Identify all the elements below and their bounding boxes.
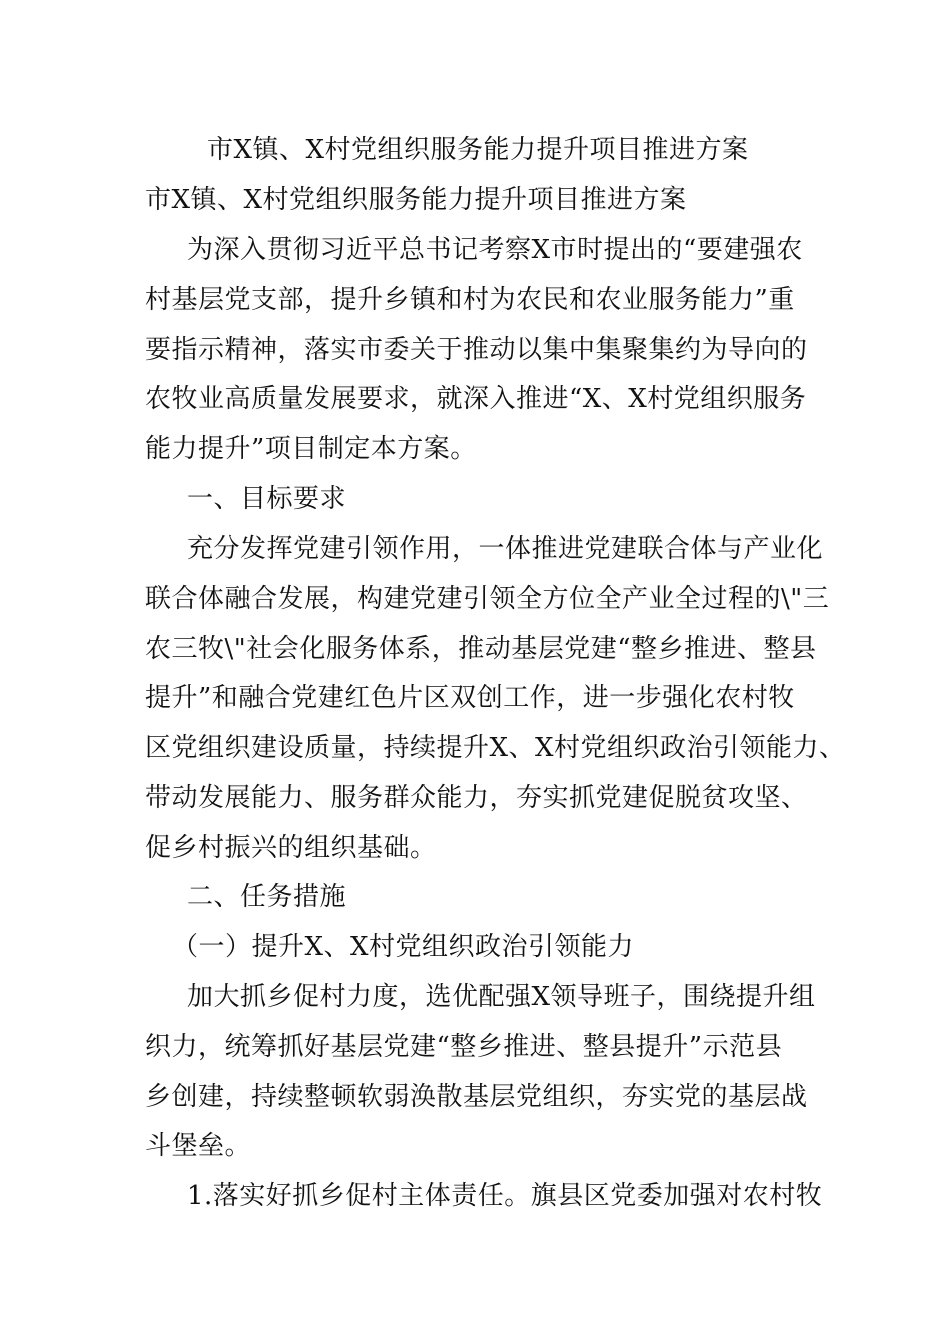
text-line: 斗堡垒。 (145, 1131, 252, 1161)
text-line: 区党组织建设质量，持续提升X、X村党组织政治引领能力、 (145, 733, 846, 763)
numbered-item-1: 1.落实好抓乡促村主体责任。旗县区党委加强对农村牧 (187, 1181, 823, 1211)
text-line: 提升”和融合党建红色片区双创工作，进一步强化农村牧 (145, 683, 795, 713)
text-line: 联合体融合发展，构建党建引领全方位全产业全过程的\"三 (145, 584, 830, 614)
section-heading-goals: 一、目标要求 (187, 484, 347, 514)
document-title: 市X镇、X村党组织服务能力提升项目推进方案 (207, 135, 749, 165)
text-line: 要指示精神，落实市委关于推动以集中集聚集约为导向的 (145, 335, 808, 365)
text-line: 充分发挥党建引领作用，一体推进党建联合体与产业化 (187, 534, 824, 564)
document-subtitle: 市X镇、X村党组织服务能力提升项目推进方案 (145, 185, 687, 215)
text-line: 为深入贯彻习近平总书记考察X市时提出的“要建强农 (187, 235, 803, 265)
text-line: 乡创建，持续整顿软弱涣散基层党组织，夯实党的基层战 (145, 1082, 808, 1112)
text-line: 村基层党支部，提升乡镇和村为农民和农业服务能力”重 (145, 285, 795, 315)
text-line: 促乡村振兴的组织基础。 (145, 833, 437, 863)
text-line: 织力，统筹抓好基层党建“整乡推进、整县提升”示范县 (145, 1032, 783, 1062)
text-line: 带动发展能力、服务群众能力，夯实抓党建促脱贫攻坚、 (145, 783, 808, 813)
section-heading-measures: 二、任务措施 (187, 882, 347, 912)
text-line: 能力提升”项目制定本方案。 (145, 434, 477, 464)
text-line: 农三牧\"社会化服务体系，推动基层党建“整乡推进、整县 (145, 634, 817, 664)
subsection-heading: （一）提升X、X村党组织政治引领能力 (172, 932, 635, 962)
text-line: 加大抓乡促村力度，选优配强X领导班子，围绕提升组 (187, 982, 816, 1012)
text-line: 农牧业高质量发展要求，就深入推进“X、X村党组织服务 (145, 384, 807, 414)
